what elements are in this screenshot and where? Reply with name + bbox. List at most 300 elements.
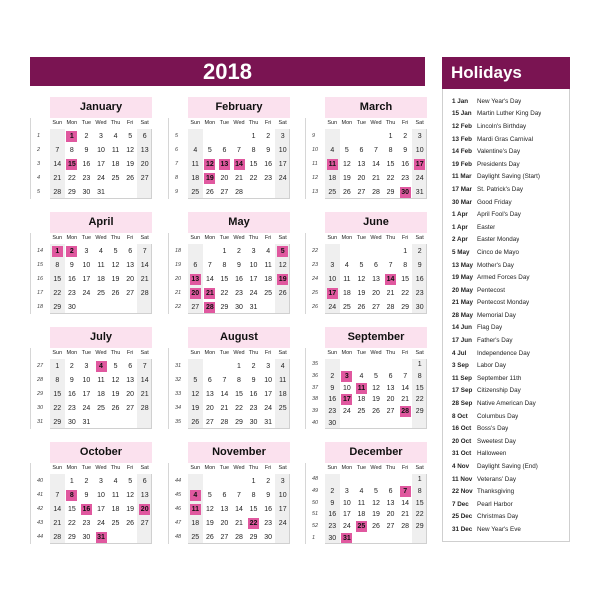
day: 24 — [264, 404, 273, 412]
holiday-date: 3 Sep — [452, 362, 469, 370]
holiday-day: 20 — [191, 289, 200, 297]
day: 6 — [388, 373, 393, 380]
day: 18 — [97, 390, 105, 398]
day: 5 — [344, 146, 349, 154]
day: 11 — [97, 376, 105, 384]
weekday-label: Wed — [370, 235, 382, 241]
day: 27 — [126, 404, 135, 412]
day: 25 — [342, 303, 351, 311]
weekday-label: Fri — [126, 120, 134, 126]
day: 15 — [53, 390, 62, 398]
holiday-date: 28 Sep — [452, 400, 473, 408]
week-number: 31 — [37, 418, 44, 425]
day: 12 — [372, 384, 380, 392]
weekday-label: Wed — [233, 465, 245, 471]
year-banner: 2018 — [30, 57, 425, 86]
week-number: 19 — [175, 261, 182, 268]
holiday-row — [443, 397, 569, 410]
day: 22 — [67, 174, 76, 182]
holiday-name: April Fool's Day — [477, 211, 521, 219]
holiday-row — [443, 196, 569, 209]
day: 10 — [97, 146, 105, 154]
day: 18 — [342, 289, 351, 297]
day: 9 — [69, 376, 74, 384]
week-number-column — [30, 233, 47, 314]
day: 22 — [386, 174, 395, 182]
day: 31 — [97, 188, 105, 196]
day: 9 — [330, 384, 335, 392]
week-number: 44 — [175, 477, 182, 484]
month-december — [305, 442, 429, 544]
day: 19 — [342, 174, 351, 182]
holiday-date: 11 Sep — [452, 374, 472, 382]
day: 16 — [67, 390, 76, 398]
week-number: 51 — [312, 511, 319, 518]
day-grid — [50, 359, 152, 429]
holiday-day: 4 — [190, 490, 201, 501]
day: 2 — [330, 488, 335, 495]
week-number: 8 — [175, 174, 179, 181]
holiday-day: 20 — [140, 505, 149, 513]
day: 25 — [278, 404, 287, 412]
weekday-label: Tue — [81, 465, 92, 471]
day: 3 — [99, 477, 103, 485]
day: 31 — [82, 418, 91, 426]
holiday-row — [443, 145, 569, 158]
week-number: 5 — [175, 132, 179, 139]
week-number-column — [305, 233, 322, 314]
weekday-label: Thu — [110, 465, 121, 471]
week-number: 28 — [37, 376, 44, 383]
week-number: 24 — [312, 275, 319, 282]
day: 23 — [67, 404, 76, 412]
holiday-name: Sweetest Day — [477, 437, 516, 445]
week-number: 46 — [175, 505, 182, 512]
weekday-label: Sun — [190, 465, 201, 471]
weekday-header — [325, 348, 427, 359]
day-grid — [188, 129, 290, 199]
day: 5 — [207, 146, 212, 154]
day: 12 — [342, 160, 351, 168]
weekday-label: Mon — [204, 465, 216, 471]
week-number: 4 — [37, 174, 41, 181]
day: 19 — [126, 505, 135, 513]
day: 23 — [264, 519, 273, 527]
day: 24 — [249, 289, 258, 297]
day: 27 — [205, 418, 214, 426]
holiday-name: Presidents Day — [477, 160, 520, 168]
week-number: 27 — [37, 362, 44, 369]
day: 4 — [193, 146, 198, 154]
day-grid — [325, 129, 427, 199]
day: 28 — [235, 188, 243, 196]
holiday-name: Mardi Gras Carnival — [477, 135, 533, 143]
holiday-row — [443, 259, 569, 272]
day: 10 — [328, 275, 337, 283]
day: 3 — [266, 362, 271, 370]
day: 2 — [266, 132, 271, 140]
day: 24 — [342, 408, 351, 415]
month-march — [305, 97, 429, 199]
day: 26 — [191, 418, 200, 426]
weekday-label: Thu — [385, 235, 396, 241]
week-number: 52 — [312, 523, 319, 529]
holiday-row — [443, 435, 569, 448]
holiday-date: 22 Nov — [452, 488, 473, 496]
weekday-label: Thu — [248, 465, 259, 471]
weekday-label: Fri — [264, 465, 272, 471]
day: 28 — [386, 303, 395, 311]
day: 1 — [417, 476, 422, 484]
holiday-date: 31 Oct — [452, 450, 472, 458]
holiday-name: Flag Day — [477, 324, 503, 332]
day: 24 — [97, 519, 105, 527]
day: 9 — [69, 261, 74, 269]
day: 24 — [328, 303, 337, 311]
weekday-label: Thu — [385, 465, 396, 471]
week-number: 33 — [175, 390, 182, 397]
holiday-day: 28 — [205, 303, 214, 311]
weekday-label: Sat — [278, 465, 287, 471]
week-number: 13 — [312, 188, 319, 195]
weekday-label: Tue — [81, 235, 92, 241]
day-grid — [325, 474, 427, 544]
day: 25 — [357, 408, 366, 415]
day: 20 — [386, 511, 395, 519]
day: 21 — [386, 289, 395, 297]
day: 23 — [249, 404, 258, 412]
day: 19 — [111, 390, 120, 398]
day: 16 — [415, 275, 424, 283]
day: 14 — [372, 160, 380, 168]
day: 23 — [235, 289, 243, 297]
weekday-label: Sun — [190, 350, 201, 356]
weekday-label: Fri — [264, 235, 272, 241]
day: 5 — [374, 373, 378, 380]
weekday-label: Sun — [52, 235, 63, 241]
day: 17 — [82, 275, 91, 283]
holiday-day: 11 — [191, 505, 199, 513]
holiday-row — [443, 108, 569, 121]
day: 8 — [403, 261, 408, 269]
holiday-name: Daylight Saving (Start) — [477, 173, 540, 181]
weekday-label: Mon — [66, 235, 78, 241]
weekday-label: Wed — [95, 235, 107, 241]
weekday-label: Fri — [126, 350, 134, 356]
day: 4 — [99, 247, 103, 255]
weekday-header — [50, 348, 152, 359]
holiday-name: Pentecost Monday — [477, 299, 530, 307]
holiday-day: 16 — [82, 505, 91, 513]
day: 12 — [191, 390, 200, 398]
week-number-column — [30, 348, 47, 429]
day: 15 — [401, 275, 410, 283]
day: 10 — [82, 376, 91, 384]
weekday-label: Thu — [110, 235, 121, 241]
day: 24 — [342, 523, 351, 530]
weekday-label: Mon — [66, 120, 78, 126]
day: 11 — [191, 160, 199, 168]
holiday-row — [443, 385, 569, 398]
holiday-date: 17 Jun — [452, 337, 472, 345]
day: 3 — [251, 247, 256, 255]
weekday-label: Mon — [204, 235, 216, 241]
holiday-row — [443, 485, 569, 498]
weekday-header — [188, 233, 290, 244]
week-number: 41 — [37, 491, 44, 498]
holiday-name: Memorial Day — [477, 311, 516, 319]
holiday-day: 19 — [278, 275, 287, 283]
day: 2 — [69, 362, 74, 370]
day: 12 — [126, 146, 135, 154]
month-title: February — [188, 97, 290, 118]
day: 25 — [111, 174, 120, 182]
day-grid — [50, 129, 152, 199]
holiday-date: 19 May — [452, 274, 474, 282]
month-october — [30, 442, 154, 544]
day: 7 — [374, 146, 378, 154]
holiday-day: 17 — [328, 289, 337, 297]
holiday-name: September 11th — [477, 374, 522, 382]
week-number: 50 — [312, 499, 319, 506]
day: 22 — [67, 519, 76, 527]
holiday-row — [443, 410, 569, 423]
weekday-header — [50, 118, 152, 129]
day: 12 — [278, 261, 287, 269]
day: 27 — [357, 188, 366, 196]
day: 27 — [386, 523, 395, 530]
weekday-label: Mon — [204, 120, 216, 126]
week-number-column — [168, 118, 185, 199]
holiday-day: 22 — [249, 519, 258, 527]
day: 9 — [330, 499, 335, 507]
day: 15 — [235, 390, 243, 398]
day: 24 — [278, 519, 287, 527]
day: 10 — [415, 146, 424, 154]
holiday-name: Valentine's Day — [477, 148, 521, 156]
day: 28 — [235, 533, 243, 541]
week-number-column — [30, 118, 47, 199]
holiday-day: 3 — [341, 371, 352, 382]
week-number: 20 — [175, 275, 182, 282]
day: 19 — [372, 396, 380, 404]
weekday-label: Thu — [248, 120, 259, 126]
day: 23 — [401, 174, 410, 182]
holiday-name: Veterans' Day — [477, 475, 517, 483]
day: 15 — [220, 275, 229, 283]
weekday-label: Fri — [401, 235, 409, 241]
day: 2 — [237, 247, 241, 255]
holiday-day: 14 — [235, 160, 243, 168]
day: 6 — [222, 491, 227, 499]
day: 14 — [205, 275, 214, 283]
week-number: 26 — [312, 303, 319, 310]
week-number-column — [30, 463, 47, 544]
month-april — [30, 212, 154, 314]
week-number: 40 — [312, 419, 319, 426]
day: 29 — [386, 188, 395, 196]
week-number-column — [168, 463, 185, 544]
day: 18 — [97, 275, 105, 283]
week-number: 37 — [312, 384, 319, 391]
day: 15 — [415, 384, 424, 392]
day: 26 — [342, 188, 351, 196]
day: 24 — [278, 174, 287, 182]
day: 19 — [126, 160, 135, 168]
day: 1 — [222, 247, 227, 255]
day: 4 — [113, 132, 118, 140]
holiday-row — [443, 523, 569, 536]
day: 7 — [388, 261, 393, 269]
day: 9 — [84, 491, 89, 499]
day: 20 — [126, 390, 135, 398]
weekday-label: Sat — [278, 235, 287, 241]
day: 28 — [53, 533, 62, 541]
day: 30 — [264, 533, 273, 541]
day: 25 — [97, 404, 105, 412]
day: 20 — [205, 404, 214, 412]
day: 25 — [191, 533, 200, 541]
day: 23 — [415, 289, 424, 297]
day: 20 — [140, 160, 149, 168]
day: 12 — [126, 491, 135, 499]
day: 9 — [266, 146, 271, 154]
day: 3 — [84, 247, 89, 255]
holiday-row — [443, 498, 569, 511]
day: 9 — [237, 261, 241, 269]
month-may — [168, 212, 292, 314]
day: 22 — [249, 174, 258, 182]
weekday-label: Tue — [81, 120, 92, 126]
holiday-day: 1 — [66, 131, 77, 142]
holiday-name: New Year's Eve — [477, 525, 521, 533]
holiday-date: 4 Jul — [452, 349, 467, 357]
holiday-day: 8 — [66, 490, 77, 501]
holiday-date: 16 Oct — [452, 425, 472, 433]
holiday-name: Martin Luther King Day — [477, 110, 542, 118]
day: 21 — [401, 511, 410, 519]
day: 19 — [191, 404, 200, 412]
holiday-day: 30 — [401, 188, 410, 196]
day: 26 — [111, 289, 120, 297]
holiday-row — [443, 297, 569, 310]
weekday-label: Mon — [341, 120, 353, 126]
week-number: 48 — [175, 533, 182, 540]
day: 7 — [222, 376, 227, 384]
day: 14 — [401, 384, 410, 392]
day: 22 — [53, 404, 62, 412]
day: 8 — [55, 261, 60, 269]
holiday-date: 17 Mar — [452, 185, 472, 193]
holiday-date: 14 Feb — [452, 148, 472, 156]
week-number: 47 — [175, 519, 182, 526]
day: 22 — [235, 404, 243, 412]
holiday-date: 5 May — [452, 248, 470, 256]
day: 14 — [401, 499, 410, 507]
day: 23 — [328, 408, 337, 415]
day: 11 — [357, 499, 366, 507]
day: 11 — [264, 261, 272, 269]
day: 27 — [140, 174, 149, 182]
week-number: 18 — [175, 247, 182, 254]
day: 22 — [415, 511, 424, 519]
holiday-name: Labor Day — [477, 362, 507, 370]
week-number: 35 — [175, 418, 182, 425]
holiday-name: Cinco de Mayo — [477, 248, 519, 256]
day: 7 — [55, 491, 60, 499]
day: 13 — [205, 390, 214, 398]
day: 5 — [113, 362, 118, 370]
holiday-date: 13 Feb — [452, 135, 472, 143]
holiday-row — [443, 448, 569, 461]
weekday-label: Sun — [190, 120, 201, 126]
day: 30 — [415, 303, 424, 311]
weekday-label: Thu — [110, 120, 121, 126]
day: 26 — [205, 533, 214, 541]
day: 9 — [417, 261, 422, 269]
holiday-day: 11 — [328, 160, 336, 168]
weekday-header — [50, 233, 152, 244]
holiday-row — [443, 359, 569, 372]
day: 21 — [401, 396, 410, 404]
holiday-day: 17 — [342, 396, 351, 404]
weekday-label: Tue — [219, 465, 230, 471]
holiday-day: 28 — [401, 408, 410, 415]
day-grid — [188, 359, 290, 429]
week-number: 42 — [37, 505, 44, 512]
day: 11 — [279, 376, 287, 384]
month-november — [168, 442, 292, 544]
weekday-label: Fri — [401, 465, 409, 471]
weekday-header — [325, 233, 427, 244]
holiday-row — [443, 133, 569, 146]
day: 11 — [111, 146, 120, 154]
day: 10 — [97, 491, 105, 499]
day: 30 — [67, 303, 76, 311]
weekday-label: Sat — [140, 120, 149, 126]
day: 28 — [140, 289, 149, 297]
weekday-label: Wed — [233, 235, 245, 241]
week-number: 17 — [37, 289, 44, 296]
week-number-column — [168, 348, 185, 429]
day: 11 — [97, 261, 105, 269]
day: 13 — [386, 384, 395, 392]
month-june — [305, 212, 429, 314]
week-number: 22 — [175, 303, 182, 310]
day: 3 — [84, 362, 89, 370]
week-number: 5 — [37, 188, 41, 195]
day-grid — [50, 244, 152, 314]
week-number: 45 — [175, 491, 182, 498]
day: 23 — [328, 523, 337, 530]
holiday-day: 13 — [220, 160, 229, 168]
day: 23 — [67, 289, 76, 297]
day: 1 — [403, 247, 408, 255]
month-title: October — [50, 442, 152, 463]
holiday-day: 4 — [96, 361, 107, 372]
week-number: 7 — [175, 160, 179, 167]
day: 11 — [343, 275, 351, 283]
weekday-label: Tue — [219, 350, 230, 356]
weekday-label: Mon — [66, 350, 78, 356]
day: 16 — [67, 275, 76, 283]
day: 24 — [415, 174, 424, 182]
holiday-name: Father's Day — [477, 337, 513, 345]
week-number: 49 — [312, 488, 319, 494]
day: 7 — [403, 373, 408, 380]
day: 22 — [415, 396, 424, 404]
day: 6 — [388, 488, 393, 495]
